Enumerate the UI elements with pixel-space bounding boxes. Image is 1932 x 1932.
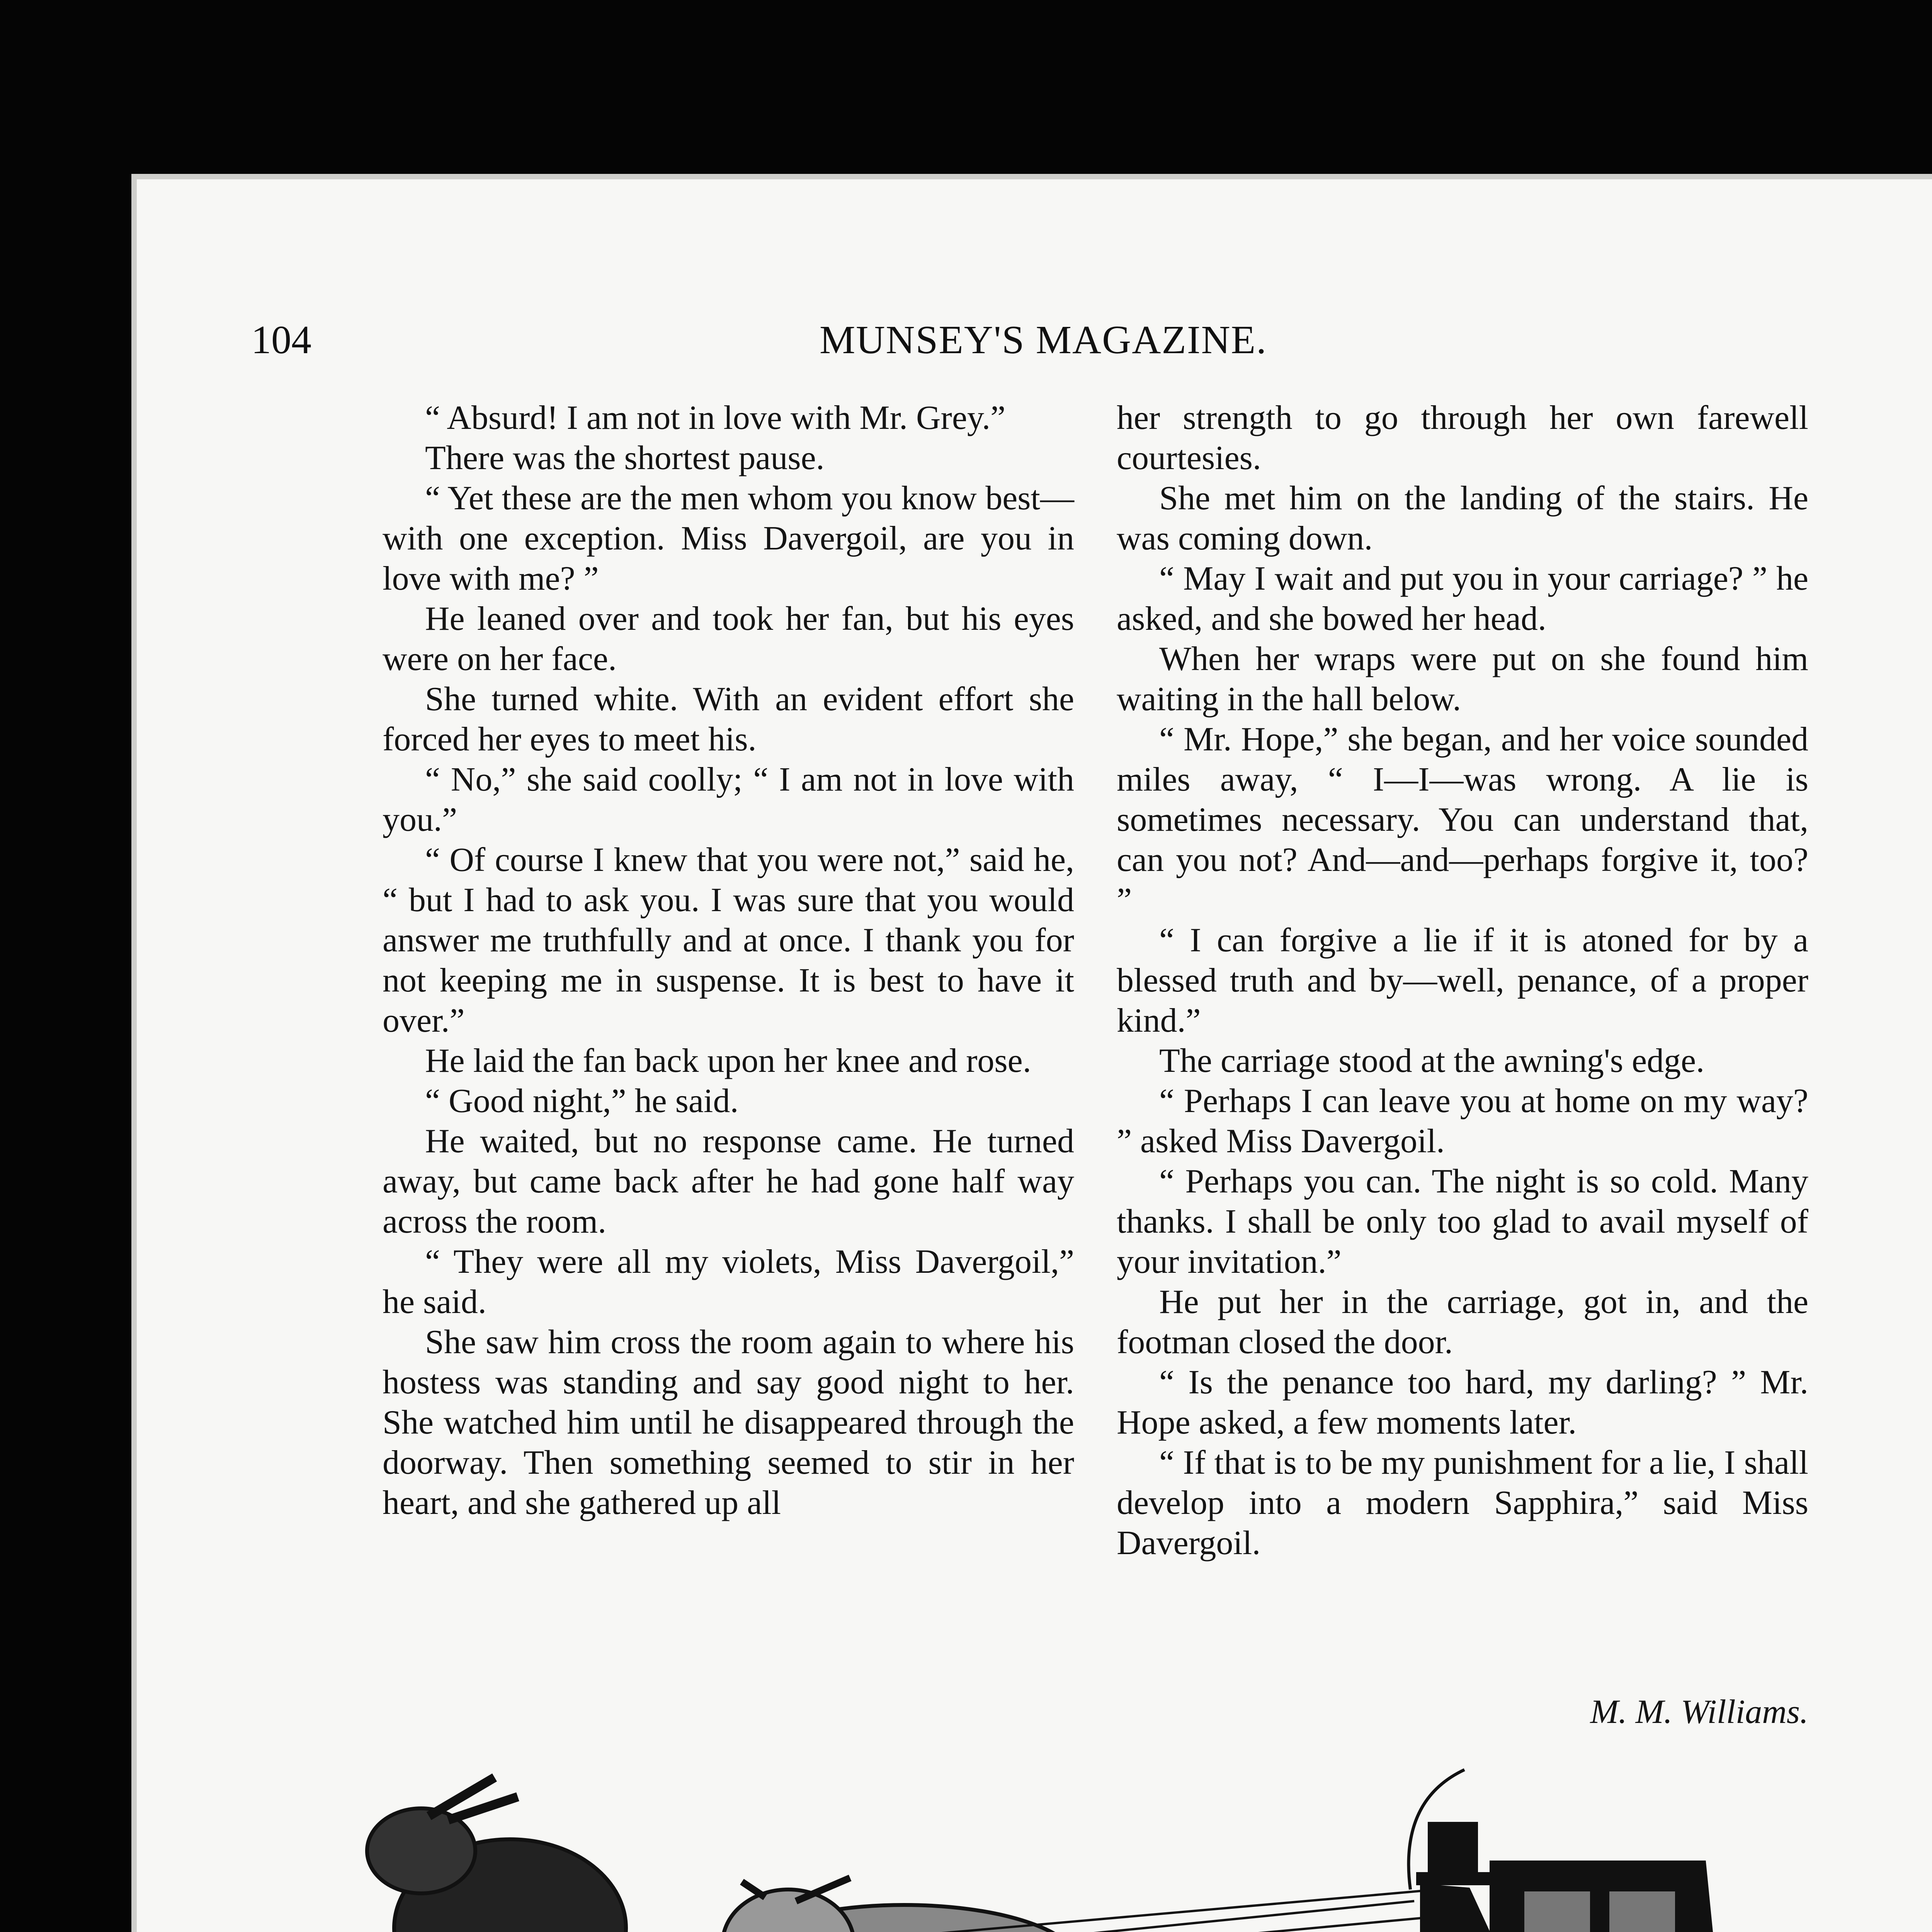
paragraph: “ I can forgive a lie if it is atoned for by a blessed truth and by—well, penance, of a proper kind.”: [1117, 922, 1808, 1039]
magazine-title: MUNSEY'S MAGAZINE.: [819, 318, 1267, 362]
paragraph: “ May I wait and put you in your carriage? ” he asked, and she bowed her head.: [1117, 560, 1808, 638]
paragraph: He waited, but no response came. He turned away, but came back after he had gone half way across the room.: [383, 1122, 1074, 1240]
page-number: 104: [251, 318, 311, 362]
paragraph: “ Absurd! I am not in love with Mr. Grey.”: [425, 399, 1006, 437]
paragraph: “ No,” she said coolly; “ I am not in love with you.”: [383, 761, 1074, 838]
story-signature: M. M. Williams.: [1590, 1693, 1808, 1731]
story-left-column: [383, 398, 1074, 1523]
story-right-column: [1117, 398, 1808, 1563]
running-head: [251, 317, 1835, 371]
paragraph: “ Perhaps you can. The night is so cold. Many thanks. I shall be only too glad to avail myself of your invitation.”: [1117, 1163, 1808, 1281]
paragraph: He leaned over and took her fan, but his eyes were on her face.: [383, 600, 1074, 678]
paragraph: “ If that is to be my punishment for a lie, I shall develop into a modern Sapphira,” said Miss Davergoil.: [1117, 1444, 1808, 1562]
paragraph: “ Perhaps I can leave you at home on my way? ” asked Miss Davergoil.: [1117, 1082, 1808, 1160]
paragraph: “ Good night,” he said.: [425, 1082, 739, 1120]
paragraph: “ Yet these are the men whom you know best—with one exception. Miss Davergoil, are you in love with me? ”: [383, 480, 1074, 597]
paragraph: “ Is the penance too hard, my darling? ” Mr. Hope asked, a few moments later.: [1117, 1364, 1808, 1441]
paragraph: He laid the fan back upon her knee and rose.: [425, 1042, 1031, 1080]
rabbit-drawn-carriage-icon: [332, 1762, 1870, 1932]
paragraph: When her wraps were put on she found him waiting in the hall below.: [1117, 640, 1808, 718]
paragraph: “ Of course I knew that you were not,” said he, “ but I had to ask you. I was sure that you would answer me truthfully and at once. I thank you for not keeping me in suspense. It is best to have it over.”: [383, 841, 1074, 1039]
paragraph: She met him on the landing of the stairs. He was coming down.: [1117, 480, 1808, 557]
paragraph: her strength to go through her own farewell courtesies.: [1117, 399, 1808, 477]
paragraph: “ Mr. Hope,” she began, and her voice sounded miles away, “ I—I—was wrong. A lie is sometimes necessary. You can understand that, can you not? And—and—perhaps forgive it, too? ”: [1117, 721, 1808, 919]
paragraph: She saw him cross the room again to where his hostess was standing and say good night to her. She watched him until he disappeared through the doorway. Then something seemed to stir in her heart, and she gathered up all: [383, 1323, 1074, 1522]
paragraph: The carriage stood at the awning's edge.: [1159, 1042, 1705, 1080]
paragraph: He put her in the carriage, got in, and the footman closed the door.: [1117, 1283, 1808, 1361]
paragraph: She turned white. With an evident effort she forced her eyes to meet his.: [383, 680, 1074, 758]
paragraph: There was the shortest pause.: [425, 439, 825, 477]
paragraph: “ They were all my violets, Miss Davergoil,” he said.: [383, 1243, 1074, 1321]
